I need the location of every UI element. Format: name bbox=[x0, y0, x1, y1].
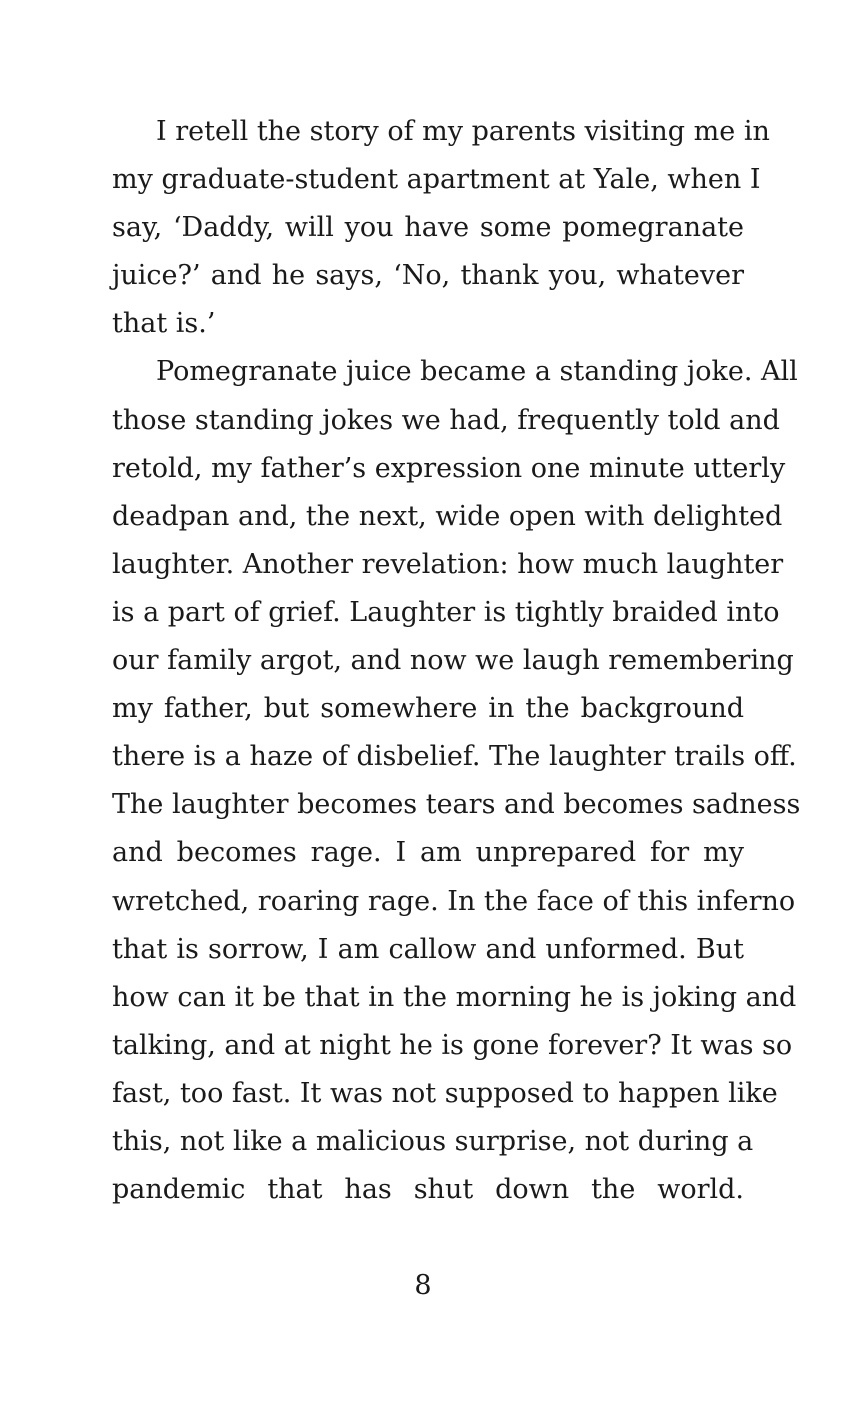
text-line: our family argot, and now we laugh remembering bbox=[112, 645, 794, 677]
text-line: those standing jokes we had, frequently told and bbox=[112, 404, 780, 436]
text-line: talking, and at night he is gone forever? It was so bbox=[112, 1029, 793, 1061]
text-line: juice?’ and he says, ‘No, thank you, whatever bbox=[112, 260, 744, 292]
text-line: The laughter becomes tears and becomes sadness bbox=[112, 789, 801, 821]
text-line: that is.’ bbox=[112, 308, 216, 340]
text-line: deadpan and, the next, wide open with delighted bbox=[112, 500, 783, 532]
text-line: laughter. Another revelation: how much laughter bbox=[112, 548, 784, 580]
text-line: my graduate-student apartment at Yale, when I bbox=[112, 164, 761, 196]
text-line: Pomegranate juice became a standing joke. All bbox=[156, 356, 798, 388]
text-line: fast, too fast. It was not supposed to happen like bbox=[112, 1077, 778, 1109]
text-line: that is sorrow, I am callow and unformed. But bbox=[112, 933, 744, 965]
text-line: is a part of grief. Laughter is tightly braided into bbox=[112, 596, 780, 628]
text-line: say, ‘Daddy, will you have some pomegranate bbox=[112, 212, 744, 244]
page-number: 8 bbox=[414, 1270, 432, 1301]
text-line: there is a haze of disbelief. The laughter trails off. bbox=[112, 741, 797, 773]
text-line: retold, my father’s expression one minute utterly bbox=[112, 452, 786, 484]
text-line: I retell the story of my parents visiting me in bbox=[156, 116, 770, 147]
text-line: and becomes rage. I am unprepared for my bbox=[112, 837, 744, 869]
page-body bbox=[112, 108, 801, 1214]
text-line: pandemic that has shut down the world. bbox=[112, 1174, 744, 1206]
text-line: my father, but somewhere in the background bbox=[112, 693, 744, 725]
paragraph-2 bbox=[112, 348, 801, 1214]
paragraph-1 bbox=[112, 108, 770, 348]
text-line: this, not like a malicious surprise, not during a bbox=[112, 1125, 754, 1157]
text-line: wretched, roaring rage. In the face of this inferno bbox=[112, 885, 796, 917]
text-line: how can it be that in the morning he is joking and bbox=[112, 981, 797, 1013]
